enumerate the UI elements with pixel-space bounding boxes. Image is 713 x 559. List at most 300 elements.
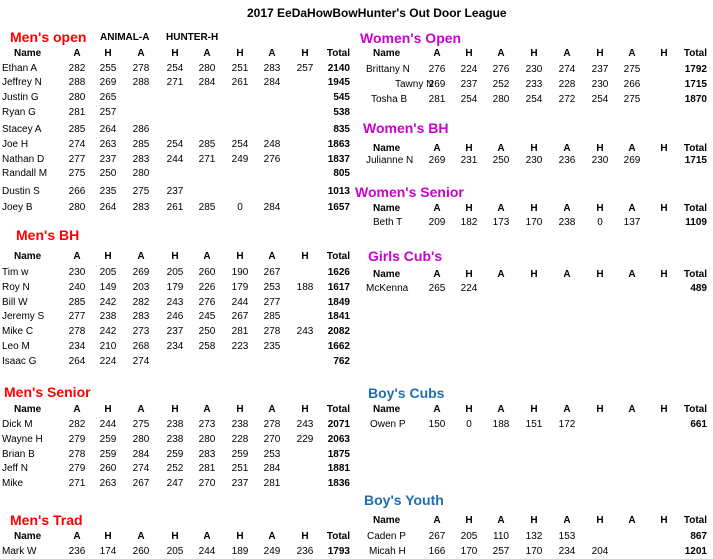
column-header: A [433, 203, 441, 214]
column-header: Name [373, 48, 401, 59]
column-header: H [660, 203, 668, 214]
total-score: 1626 [327, 267, 350, 278]
score-cell: 285 [68, 124, 86, 135]
score-cell: 277 [263, 297, 281, 308]
column-header: H [660, 404, 668, 415]
score-cell: 238 [166, 419, 184, 430]
column-header: H [301, 251, 309, 262]
score-cell: 235 [263, 341, 281, 352]
score-cell: 243 [296, 326, 314, 337]
score-cell: 257 [296, 63, 314, 74]
score-cell: 280 [132, 434, 150, 445]
archer-name: Bill W [2, 297, 28, 308]
score-cell: 229 [296, 434, 314, 445]
total-score: 545 [333, 92, 350, 103]
score-cell: 269 [623, 155, 641, 166]
column-header: H [530, 515, 538, 526]
archer-name: Julianne N [366, 155, 414, 166]
column-header: H [104, 404, 112, 415]
score-cell: 153 [558, 531, 576, 542]
column-header: A [497, 48, 505, 59]
score-cell: 285 [198, 139, 216, 150]
total-score: 1109 [685, 217, 707, 228]
total-score: 1793 [327, 546, 350, 557]
score-cell: 234 [68, 341, 86, 352]
column-header: A [73, 251, 81, 262]
column-header: H [465, 203, 473, 214]
column-header: H [465, 404, 473, 415]
score-cell: 260 [198, 267, 216, 278]
column-header: H [171, 251, 179, 262]
archer-name: McKenna [366, 283, 409, 294]
column-header: H [465, 269, 473, 280]
column-header: A [268, 404, 276, 415]
score-cell: 205 [166, 546, 184, 557]
column-header: A [628, 143, 636, 154]
score-cell: 170 [525, 546, 543, 557]
score-cell: 209 [428, 217, 446, 228]
total-score: 489 [690, 283, 707, 294]
total-score: 1841 [327, 311, 350, 322]
score-cell: 285 [68, 297, 86, 308]
score-cell: 236 [296, 546, 314, 557]
score-cell: 259 [231, 449, 249, 460]
score-cell: 243 [296, 419, 314, 430]
score-cell: 277 [68, 154, 86, 165]
score-cell: 264 [68, 356, 86, 367]
column-header: Total [683, 404, 707, 415]
score-cell: 230 [525, 155, 543, 166]
score-cell: 149 [99, 282, 117, 293]
total-score: 1945 [327, 77, 350, 88]
score-cell: 280 [198, 434, 216, 445]
column-header: A [137, 531, 145, 542]
archer-name: Isaac G [2, 356, 37, 367]
score-cell: 278 [68, 326, 86, 337]
score-cell: 237 [99, 154, 117, 165]
score-cell: 252 [492, 79, 510, 90]
legend-hunter: HUNTER-H [166, 32, 219, 43]
score-cell: 281 [68, 107, 86, 118]
score-cell: 278 [132, 63, 150, 74]
score-cell: 259 [99, 434, 117, 445]
score-cell: 254 [591, 94, 609, 105]
total-score: 762 [333, 356, 350, 367]
column-header: H [530, 404, 538, 415]
score-cell: 210 [99, 341, 117, 352]
total-score: 1837 [327, 154, 350, 165]
column-header: H [596, 143, 604, 154]
score-cell: 255 [99, 63, 117, 74]
score-cell: 251 [231, 63, 249, 74]
score-cell: 238 [231, 419, 249, 430]
score-cell: 257 [492, 546, 510, 557]
score-cell: 234 [558, 546, 576, 557]
column-header: H [104, 48, 112, 59]
score-cell: 274 [132, 463, 150, 474]
score-cell: 266 [623, 79, 641, 90]
score-cell: 283 [132, 154, 150, 165]
column-header: H [660, 143, 668, 154]
score-cell: 284 [132, 449, 150, 460]
archer-name: Micah H [369, 546, 406, 557]
score-cell: 278 [68, 449, 86, 460]
column-header: A [268, 531, 276, 542]
score-cell: 0 [237, 202, 243, 213]
archer-name: Joey B [2, 202, 33, 213]
total-score: 1836 [327, 478, 350, 489]
score-cell: 271 [68, 478, 86, 489]
score-cell: 250 [198, 326, 216, 337]
score-cell: 272 [558, 94, 576, 105]
column-header: H [236, 251, 244, 262]
archer-name: Caden P [367, 531, 406, 542]
archer-name: Brian B [2, 449, 35, 460]
score-cell: 244 [166, 154, 184, 165]
score-cell: 283 [263, 63, 281, 74]
archer-name: Tosha B [371, 94, 408, 105]
score-cell: 179 [166, 282, 184, 293]
archer-name: Jeffrey N [2, 77, 42, 88]
score-cell: 203 [132, 282, 150, 293]
column-header: A [563, 404, 571, 415]
score-cell: 235 [99, 186, 117, 197]
section-title: Men's BH [16, 227, 80, 243]
score-cell: 237 [231, 478, 249, 489]
score-cell: 0 [597, 217, 603, 228]
column-header: A [73, 48, 81, 59]
score-cell: 150 [428, 419, 446, 430]
score-cell: 110 [493, 531, 509, 542]
score-cell: 278 [263, 419, 281, 430]
archer-name: Stacey A [2, 124, 42, 135]
column-header: H [596, 203, 604, 214]
column-header: H [660, 515, 668, 526]
score-cell: 244 [198, 546, 216, 557]
score-cell: 269 [99, 77, 117, 88]
score-cell: 238 [166, 434, 184, 445]
score-cell: 282 [68, 419, 86, 430]
score-cell: 263 [99, 139, 117, 150]
score-cell: 224 [460, 64, 478, 75]
archer-name: Joe H [2, 139, 29, 150]
score-cell: 254 [525, 94, 543, 105]
score-cell: 228 [558, 79, 576, 90]
score-cell: 188 [296, 282, 314, 293]
score-cell: 226 [198, 282, 216, 293]
score-cell: 242 [99, 326, 117, 337]
score-cell: 271 [198, 154, 216, 165]
column-header: A [203, 251, 211, 262]
page-title: 2017 EeDaHowBowHunter's Out Door League [247, 6, 507, 20]
legend-animal: ANIMAL-A [100, 32, 150, 43]
score-cell: 269 [428, 79, 446, 90]
column-header: A [563, 143, 571, 154]
score-cell: 274 [132, 356, 150, 367]
score-cell: 288 [132, 77, 150, 88]
column-header: A [497, 269, 505, 280]
section-title: Women's BH [363, 120, 449, 136]
score-cell: 269 [132, 267, 150, 278]
score-cell: 283 [198, 449, 216, 460]
score-cell: 276 [492, 64, 510, 75]
column-header: H [236, 531, 244, 542]
score-cell: 266 [68, 186, 86, 197]
score-cell: 285 [198, 202, 216, 213]
score-cell: 189 [231, 546, 249, 557]
score-cell: 238 [99, 311, 117, 322]
column-header: H [596, 404, 604, 415]
column-header: A [73, 404, 81, 415]
column-header: A [563, 203, 571, 214]
score-cell: 258 [198, 341, 216, 352]
total-score: 538 [333, 107, 350, 118]
column-header: Total [326, 404, 350, 415]
score-cell: 254 [231, 139, 249, 150]
column-header: H [171, 404, 179, 415]
column-header: H [301, 404, 309, 415]
score-cell: 279 [68, 434, 86, 445]
total-score: 2071 [327, 419, 350, 430]
score-cell: 230 [591, 79, 609, 90]
score-cell: 204 [591, 546, 609, 557]
column-header: A [628, 203, 636, 214]
column-header: H [104, 251, 112, 262]
section-title: Women's Open [360, 30, 462, 46]
column-header: Name [14, 531, 42, 542]
archer-name: Brittany N [366, 64, 410, 75]
score-cell: 230 [525, 64, 543, 75]
score-cell: 205 [460, 531, 478, 542]
score-cell: 170 [460, 546, 478, 557]
archer-name: Owen P [370, 419, 406, 430]
column-header: A [433, 404, 441, 415]
score-cell: 267 [132, 478, 150, 489]
column-header: A [563, 269, 571, 280]
score-cell: 259 [166, 449, 184, 460]
score-cell: 281 [198, 463, 216, 474]
column-header: H [596, 515, 604, 526]
score-cell: 282 [68, 63, 86, 74]
score-cell: 260 [132, 546, 150, 557]
score-cell: 172 [558, 419, 576, 430]
total-score: 1715 [684, 79, 707, 90]
score-cell: 237 [166, 186, 184, 197]
score-cell: 275 [623, 64, 641, 75]
column-header: H [530, 203, 538, 214]
column-header: A [203, 404, 211, 415]
score-cell: 254 [166, 63, 184, 74]
score-cell: 237 [460, 79, 478, 90]
score-cell: 233 [525, 79, 543, 90]
column-header: Total [326, 531, 350, 542]
score-cell: 264 [99, 124, 117, 135]
archer-name: Mark W [2, 546, 37, 557]
score-cell: 276 [428, 64, 446, 75]
score-cell: 263 [99, 478, 117, 489]
archer-name: Ethan A [2, 63, 38, 74]
score-cell: 261 [231, 77, 249, 88]
score-cell: 230 [68, 267, 86, 278]
archer-name: Randall M [2, 168, 48, 179]
score-cell: 270 [198, 478, 216, 489]
score-cell: 249 [231, 154, 249, 165]
column-header: A [497, 203, 505, 214]
score-cell: 0 [466, 419, 472, 430]
score-cell: 283 [132, 202, 150, 213]
score-cell: 275 [68, 168, 86, 179]
total-score: 1870 [684, 94, 707, 105]
score-cell: 277 [68, 311, 86, 322]
score-cell: 285 [263, 311, 281, 322]
column-header: A [563, 515, 571, 526]
score-cell: 251 [231, 463, 249, 474]
score-cell: 236 [68, 546, 86, 557]
score-cell: 264 [99, 202, 117, 213]
score-cell: 267 [263, 267, 281, 278]
archer-name: Wayne H [2, 434, 43, 445]
score-cell: 205 [99, 267, 117, 278]
score-cell: 254 [166, 139, 184, 150]
score-cell: 236 [558, 155, 576, 166]
score-cell: 274 [68, 139, 86, 150]
total-score: 1875 [327, 449, 350, 460]
total-score: 2140 [327, 63, 350, 74]
score-cell: 205 [166, 267, 184, 278]
total-score: 2082 [327, 326, 350, 337]
score-cell: 288 [68, 77, 86, 88]
score-cell: 276 [198, 297, 216, 308]
score-cell: 253 [263, 449, 281, 460]
score-cell: 244 [99, 419, 117, 430]
archer-name: Mike C [2, 326, 34, 337]
score-cell: 281 [231, 326, 249, 337]
column-header: A [433, 48, 441, 59]
column-header: H [530, 269, 538, 280]
score-cell: 281 [263, 478, 281, 489]
column-header: H [171, 531, 179, 542]
score-cell: 270 [263, 434, 281, 445]
total-score: 1715 [684, 155, 707, 166]
column-header: A [73, 531, 81, 542]
total-score: 1013 [327, 186, 350, 197]
score-cell: 274 [558, 64, 576, 75]
archer-name: Dustin S [2, 186, 40, 197]
score-cell: 273 [132, 326, 150, 337]
section-title: Men's Trad [10, 512, 83, 528]
archer-name: Roy N [2, 282, 30, 293]
score-cell: 238 [558, 217, 576, 228]
column-header: Total [683, 203, 707, 214]
column-header: Name [373, 143, 401, 154]
section-title: Men's Senior [4, 384, 91, 400]
score-cell: 244 [231, 297, 249, 308]
score-cell: 224 [460, 283, 478, 294]
archer-name: Beth T [373, 217, 403, 228]
archer-name: Justin G [2, 92, 39, 103]
score-cell: 280 [198, 63, 216, 74]
score-cell: 265 [99, 92, 117, 103]
score-cell: 252 [166, 463, 184, 474]
column-header: A [268, 251, 276, 262]
total-score: 661 [690, 419, 707, 430]
total-score: 2063 [327, 434, 350, 445]
column-header: Name [373, 515, 401, 526]
score-cell: 243 [166, 297, 184, 308]
column-header: H [660, 269, 668, 280]
score-cell: 271 [166, 77, 184, 88]
score-cell: 281 [428, 94, 446, 105]
score-cell: 286 [132, 124, 150, 135]
score-cell: 250 [99, 168, 117, 179]
column-header: Total [683, 48, 707, 59]
column-header: Total [683, 143, 707, 154]
score-cell: 283 [132, 311, 150, 322]
score-cell: 260 [99, 463, 117, 474]
score-cell: 249 [263, 546, 281, 557]
column-header: H [465, 143, 473, 154]
score-cell: 132 [525, 531, 543, 542]
score-cell: 137 [623, 217, 641, 228]
column-header: A [203, 531, 211, 542]
total-score: 835 [333, 124, 350, 135]
score-cell: 231 [460, 155, 478, 166]
score-cell: 254 [460, 94, 478, 105]
column-header: A [137, 251, 145, 262]
total-score: 1849 [327, 297, 350, 308]
column-header: A [433, 269, 441, 280]
score-cell: 173 [492, 217, 510, 228]
total-score: 805 [333, 168, 350, 179]
column-header: A [137, 404, 145, 415]
score-cell: 182 [460, 217, 478, 228]
column-header: Name [14, 48, 42, 59]
total-score: 867 [690, 531, 707, 542]
column-header: H [171, 48, 179, 59]
score-cell: 246 [166, 311, 184, 322]
score-cell: 174 [99, 546, 117, 557]
column-header: A [628, 515, 636, 526]
score-cell: 275 [623, 94, 641, 105]
column-header: A [433, 515, 441, 526]
column-header: A [628, 269, 636, 280]
total-score: 1792 [684, 64, 707, 75]
score-cell: 190 [231, 267, 249, 278]
score-cell: 280 [492, 94, 510, 105]
column-header: A [497, 515, 505, 526]
column-header: H [104, 531, 112, 542]
total-score: 1863 [327, 139, 350, 150]
column-header: A [268, 48, 276, 59]
score-cell: 265 [428, 283, 446, 294]
column-header: H [530, 48, 538, 59]
score-cell: 284 [263, 463, 281, 474]
column-header: Name [373, 404, 401, 415]
score-cell: 280 [68, 202, 86, 213]
column-header: Total [326, 251, 350, 262]
score-cell: 228 [231, 434, 249, 445]
column-header: H [596, 48, 604, 59]
score-cell: 278 [263, 326, 281, 337]
score-cell: 273 [198, 419, 216, 430]
score-cell: 280 [132, 168, 150, 179]
score-cell: 230 [591, 155, 609, 166]
total-score: 1657 [327, 202, 350, 213]
archer-name: Ryan G [2, 107, 36, 118]
score-cell: 250 [492, 155, 510, 166]
column-header: Total [326, 48, 350, 59]
score-cell: 259 [99, 449, 117, 460]
